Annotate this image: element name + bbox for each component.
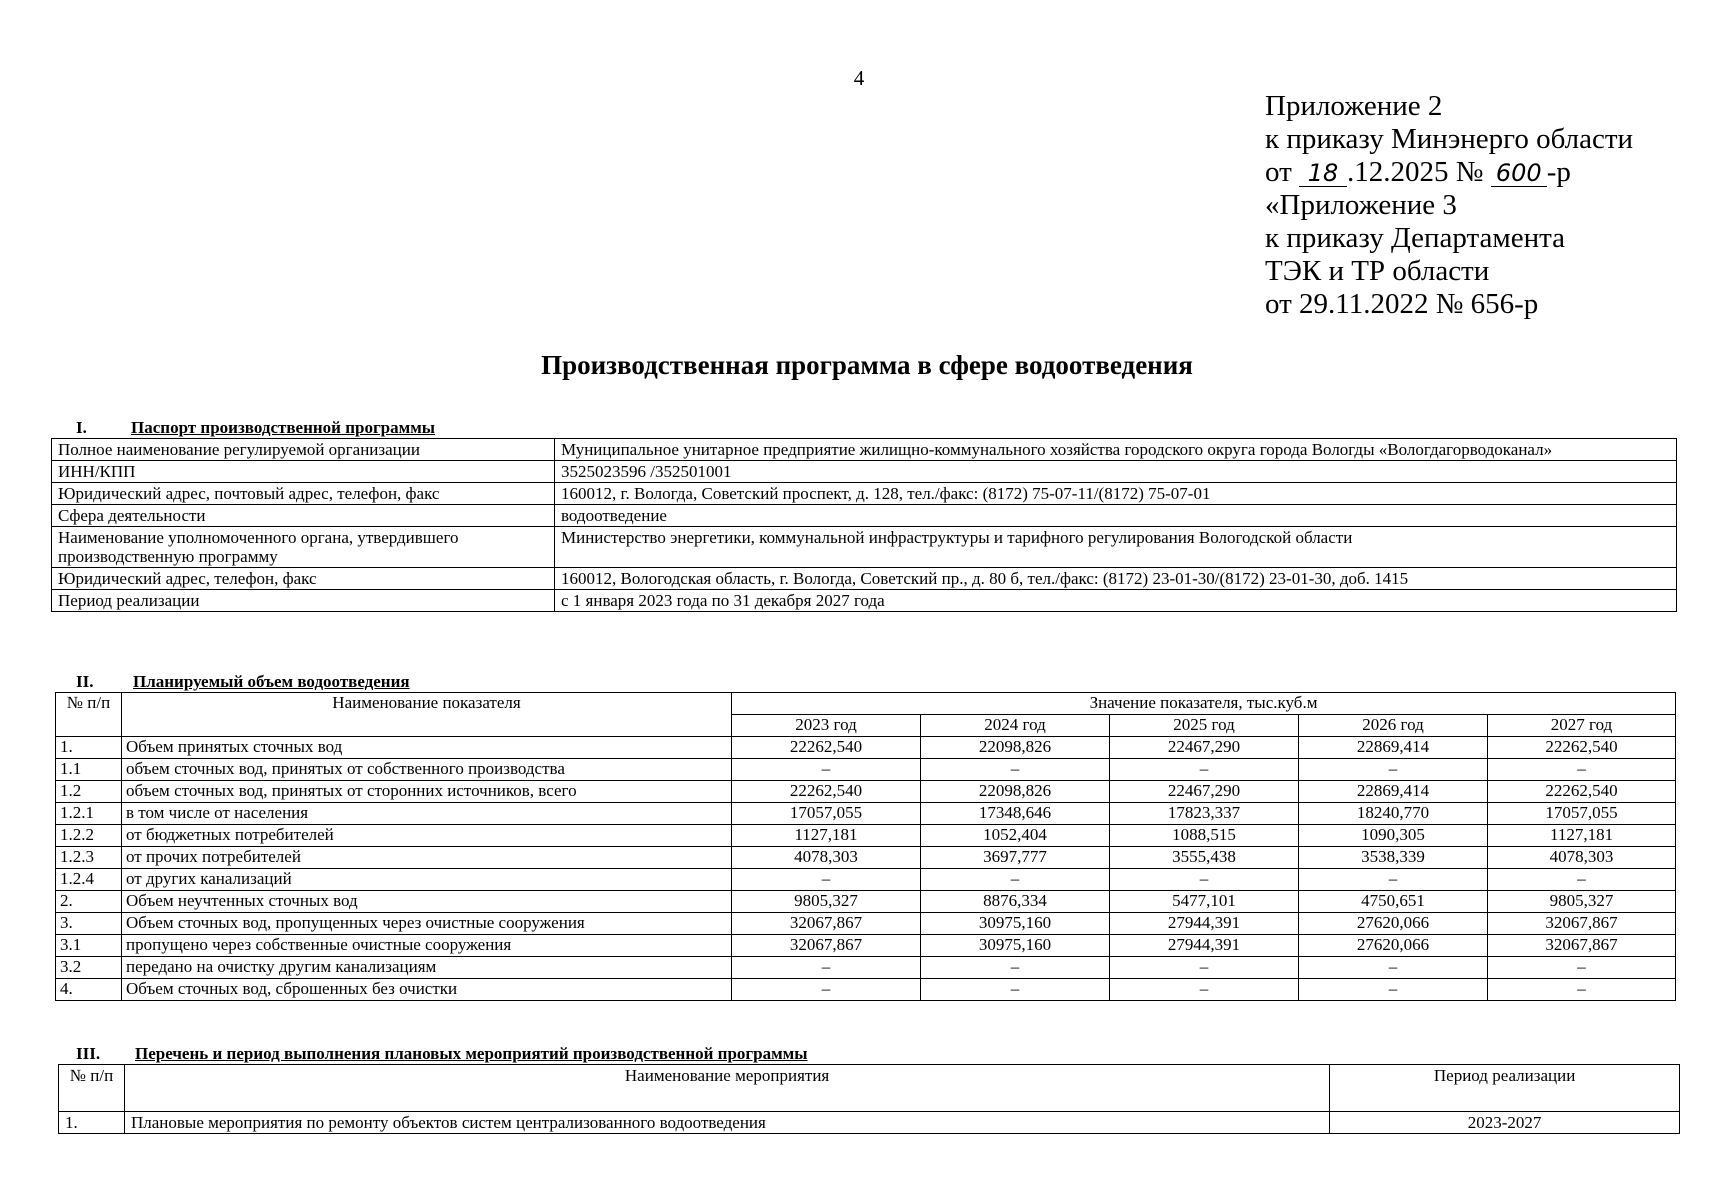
passport-label: Наименование уполномоченного органа, утвердившего производственную программу — [52, 527, 555, 568]
section-1-heading — [76, 418, 435, 438]
row-value: 27944,391 — [1110, 935, 1299, 957]
row-value: – — [732, 869, 921, 891]
row-value: 22262,540 — [732, 781, 921, 803]
appendix-line: Приложение 2 — [1265, 90, 1443, 122]
row-value: – — [1299, 979, 1488, 1001]
table-row — [56, 935, 1676, 957]
table-row — [52, 505, 1677, 527]
row-value: – — [1488, 869, 1676, 891]
row-value: 18240,770 — [1299, 803, 1488, 825]
passport-value: Министерство энергетики, коммунальной инфраструктуры и тарифного регулирования Вологодской области — [555, 527, 1677, 568]
row-name: Объем сточных вод, пропущенных через очистные сооружения — [122, 913, 732, 935]
row-value: – — [1110, 869, 1299, 891]
row-name: Объем неучтенных сточных вод — [122, 891, 732, 913]
row-name: от других канализаций — [122, 869, 732, 891]
row-number: 1.2.4 — [56, 869, 122, 891]
row-period: 2023-2027 — [1330, 1112, 1680, 1134]
table-row — [52, 568, 1677, 590]
appendix-line: к приказу Департамента — [1265, 222, 1566, 254]
table-row — [56, 825, 1676, 847]
table-row — [52, 590, 1677, 612]
handwritten-order-number: 600 — [1491, 160, 1547, 187]
passport-table — [51, 438, 1677, 612]
passport-value: 3525023596 /352501001 — [555, 461, 1677, 483]
measures-table — [58, 1064, 1680, 1134]
table-row — [56, 781, 1676, 803]
row-value: 22262,540 — [1488, 737, 1676, 759]
row-number: 1.2.1 — [56, 803, 122, 825]
passport-label: ИНН/КПП — [52, 461, 555, 483]
table-row — [56, 847, 1676, 869]
row-value: – — [921, 957, 1110, 979]
appendix-line: от 29.11.2022 № 656-р — [1265, 288, 1539, 320]
row-name: Объем сточных вод, сброшенных без очистки — [122, 979, 732, 1001]
row-name: от прочих потребителей — [122, 847, 732, 869]
row-value: – — [1299, 759, 1488, 781]
row-number: 1.2 — [56, 781, 122, 803]
table-row — [52, 483, 1677, 505]
row-number: 1. — [56, 737, 122, 759]
row-number: 1.1 — [56, 759, 122, 781]
row-name: от бюджетных потребителей — [122, 825, 732, 847]
year-header: 2024 год — [921, 715, 1110, 737]
appendix-header — [1265, 90, 1633, 321]
row-value: 27620,066 — [1299, 935, 1488, 957]
row-value: 4078,303 — [732, 847, 921, 869]
page-number: 4 — [853, 66, 865, 90]
row-value: 3538,339 — [1299, 847, 1488, 869]
row-value: 30975,160 — [921, 935, 1110, 957]
row-value: 1127,181 — [1488, 825, 1676, 847]
row-value: – — [732, 957, 921, 979]
section-2-heading — [76, 672, 410, 692]
row-number: 1.2.2 — [56, 825, 122, 847]
handwritten-day: 18 — [1299, 160, 1347, 187]
row-value: 9805,327 — [1488, 891, 1676, 913]
row-value: 32067,867 — [732, 935, 921, 957]
row-value: 17057,055 — [732, 803, 921, 825]
row-value: 27944,391 — [1110, 913, 1299, 935]
appendix-line: к приказу Минэнерго области — [1265, 123, 1634, 155]
row-value: 17057,055 — [1488, 803, 1676, 825]
passport-value: Муниципальное унитарное предприятие жилищно-коммунального хозяйства городского округа города Вологды «Вологдагорводоканал» — [555, 439, 1677, 461]
appendix-line: «Приложение 3 — [1265, 189, 1457, 221]
passport-value: водоотведение — [555, 505, 1677, 527]
passport-value: с 1 января 2023 года по 31 декабря 2027 года — [555, 590, 1677, 612]
row-value: 8876,334 — [921, 891, 1110, 913]
row-number: 1.2.3 — [56, 847, 122, 869]
appendix-date-mid: .12.2025 № — [1347, 156, 1484, 188]
row-value: 22869,414 — [1299, 781, 1488, 803]
appendix-date-suffix: -р — [1546, 156, 1571, 188]
column-header-value: Значение показателя, тыс.куб.м — [732, 693, 1676, 715]
appendix-line: ТЭК и ТР области — [1265, 255, 1490, 287]
row-value: – — [1110, 979, 1299, 1001]
section-title: Перечень и период выполнения плановых мероприятий производственной программы — [135, 1044, 808, 1063]
row-value: 22869,414 — [1299, 737, 1488, 759]
row-name: передано на очистку другим канализациям — [122, 957, 732, 979]
document-title: Производственная программа в сфере водоотведения — [541, 350, 1193, 380]
row-value: 4078,303 — [1488, 847, 1676, 869]
section-number: II. — [76, 672, 94, 691]
year-header: 2026 год — [1299, 715, 1488, 737]
row-value: – — [1299, 957, 1488, 979]
row-value: 22098,826 — [921, 781, 1110, 803]
row-value: – — [1488, 957, 1676, 979]
table-row — [56, 957, 1676, 979]
row-value: – — [1110, 759, 1299, 781]
passport-label: Полное наименование регулируемой организации — [52, 439, 555, 461]
table-row — [56, 891, 1676, 913]
row-value: 1127,181 — [732, 825, 921, 847]
row-number: 3.2 — [56, 957, 122, 979]
row-value: 22467,290 — [1110, 737, 1299, 759]
row-number: 2. — [56, 891, 122, 913]
row-name: в том числе от населения — [122, 803, 732, 825]
row-value: – — [921, 759, 1110, 781]
row-value: 32067,867 — [732, 913, 921, 935]
row-value: – — [1488, 979, 1676, 1001]
column-header-name: Наименование мероприятия — [124, 1065, 1329, 1112]
row-value: 1052,404 — [921, 825, 1110, 847]
row-value: 1088,515 — [1110, 825, 1299, 847]
table-row — [56, 869, 1676, 891]
row-number: 3.1 — [56, 935, 122, 957]
passport-label: Период реализации — [52, 590, 555, 612]
row-value: – — [1110, 957, 1299, 979]
column-header-num: № п/п — [56, 693, 122, 737]
column-header-num: № п/п — [59, 1065, 125, 1112]
row-value: 3697,777 — [921, 847, 1110, 869]
row-value: 4750,651 — [1299, 891, 1488, 913]
table-row — [59, 1112, 1680, 1134]
row-value: 22098,826 — [921, 737, 1110, 759]
table-row — [56, 979, 1676, 1001]
row-value: 22262,540 — [732, 737, 921, 759]
row-number: 3. — [56, 913, 122, 935]
section-title: Паспорт производственной программы — [131, 418, 436, 437]
section-number: III. — [76, 1044, 101, 1063]
passport-value: 160012, Вологодская область, г. Вологда, Советский пр., д. 80 б, тел./факс: (8172) 23-01-30/(8172) 23-01-30, доб. 1415 — [555, 568, 1677, 590]
row-value: 17823,337 — [1110, 803, 1299, 825]
table-row — [56, 803, 1676, 825]
passport-value: 160012, г. Вологда, Советский проспект, д. 128, тел./факс: (8172) 75-07-11/(8172) 75-07-01 — [555, 483, 1677, 505]
row-value: 32067,867 — [1488, 913, 1676, 935]
row-value: 17348,646 — [921, 803, 1110, 825]
row-name: Объем принятых сточных вод — [122, 737, 732, 759]
row-name: объем сточных вод, принятых от сторонних источников, всего — [122, 781, 732, 803]
row-value: 22467,290 — [1110, 781, 1299, 803]
row-value: – — [921, 869, 1110, 891]
row-value: 32067,867 — [1488, 935, 1676, 957]
row-value: – — [732, 979, 921, 1001]
row-name: пропущено через собственные очистные сооружения — [122, 935, 732, 957]
passport-label: Юридический адрес, телефон, факс — [52, 568, 555, 590]
row-value: 9805,327 — [732, 891, 921, 913]
section-number: I. — [76, 418, 87, 437]
table-row — [56, 913, 1676, 935]
row-value: – — [1488, 759, 1676, 781]
row-value: 3555,438 — [1110, 847, 1299, 869]
row-value: 22262,540 — [1488, 781, 1676, 803]
passport-label: Юридический адрес, почтовый адрес, телефон, факс — [52, 483, 555, 505]
table-row — [52, 527, 1677, 568]
row-number: 1. — [59, 1112, 125, 1134]
row-name: объем сточных вод, принятых от собственного производства — [122, 759, 732, 781]
section-title: Планируемый объем водоотведения — [133, 672, 410, 691]
row-name: Плановые мероприятия по ремонту объектов систем централизованного водоотведения — [124, 1112, 1329, 1134]
row-value: – — [732, 759, 921, 781]
row-value: 1090,305 — [1299, 825, 1488, 847]
row-value: 5477,101 — [1110, 891, 1299, 913]
section-3-heading — [76, 1044, 808, 1064]
year-header: 2023 год — [732, 715, 921, 737]
column-header-period: Период реализации — [1330, 1065, 1680, 1112]
row-value: 30975,160 — [921, 913, 1110, 935]
row-number: 4. — [56, 979, 122, 1001]
table-row — [52, 439, 1677, 461]
volume-table — [55, 692, 1676, 1001]
passport-label: Сфера деятельности — [52, 505, 555, 527]
table-row — [52, 461, 1677, 483]
year-header: 2025 год — [1110, 715, 1299, 737]
row-value: – — [1299, 869, 1488, 891]
table-row — [56, 737, 1676, 759]
year-header: 2027 год — [1488, 715, 1676, 737]
appendix-date-prefix: от — [1265, 156, 1292, 188]
table-row — [56, 759, 1676, 781]
column-header-name: Наименование показателя — [122, 693, 732, 737]
row-value: – — [921, 979, 1110, 1001]
appendix-date-line — [1265, 156, 1633, 189]
row-value: 27620,066 — [1299, 913, 1488, 935]
